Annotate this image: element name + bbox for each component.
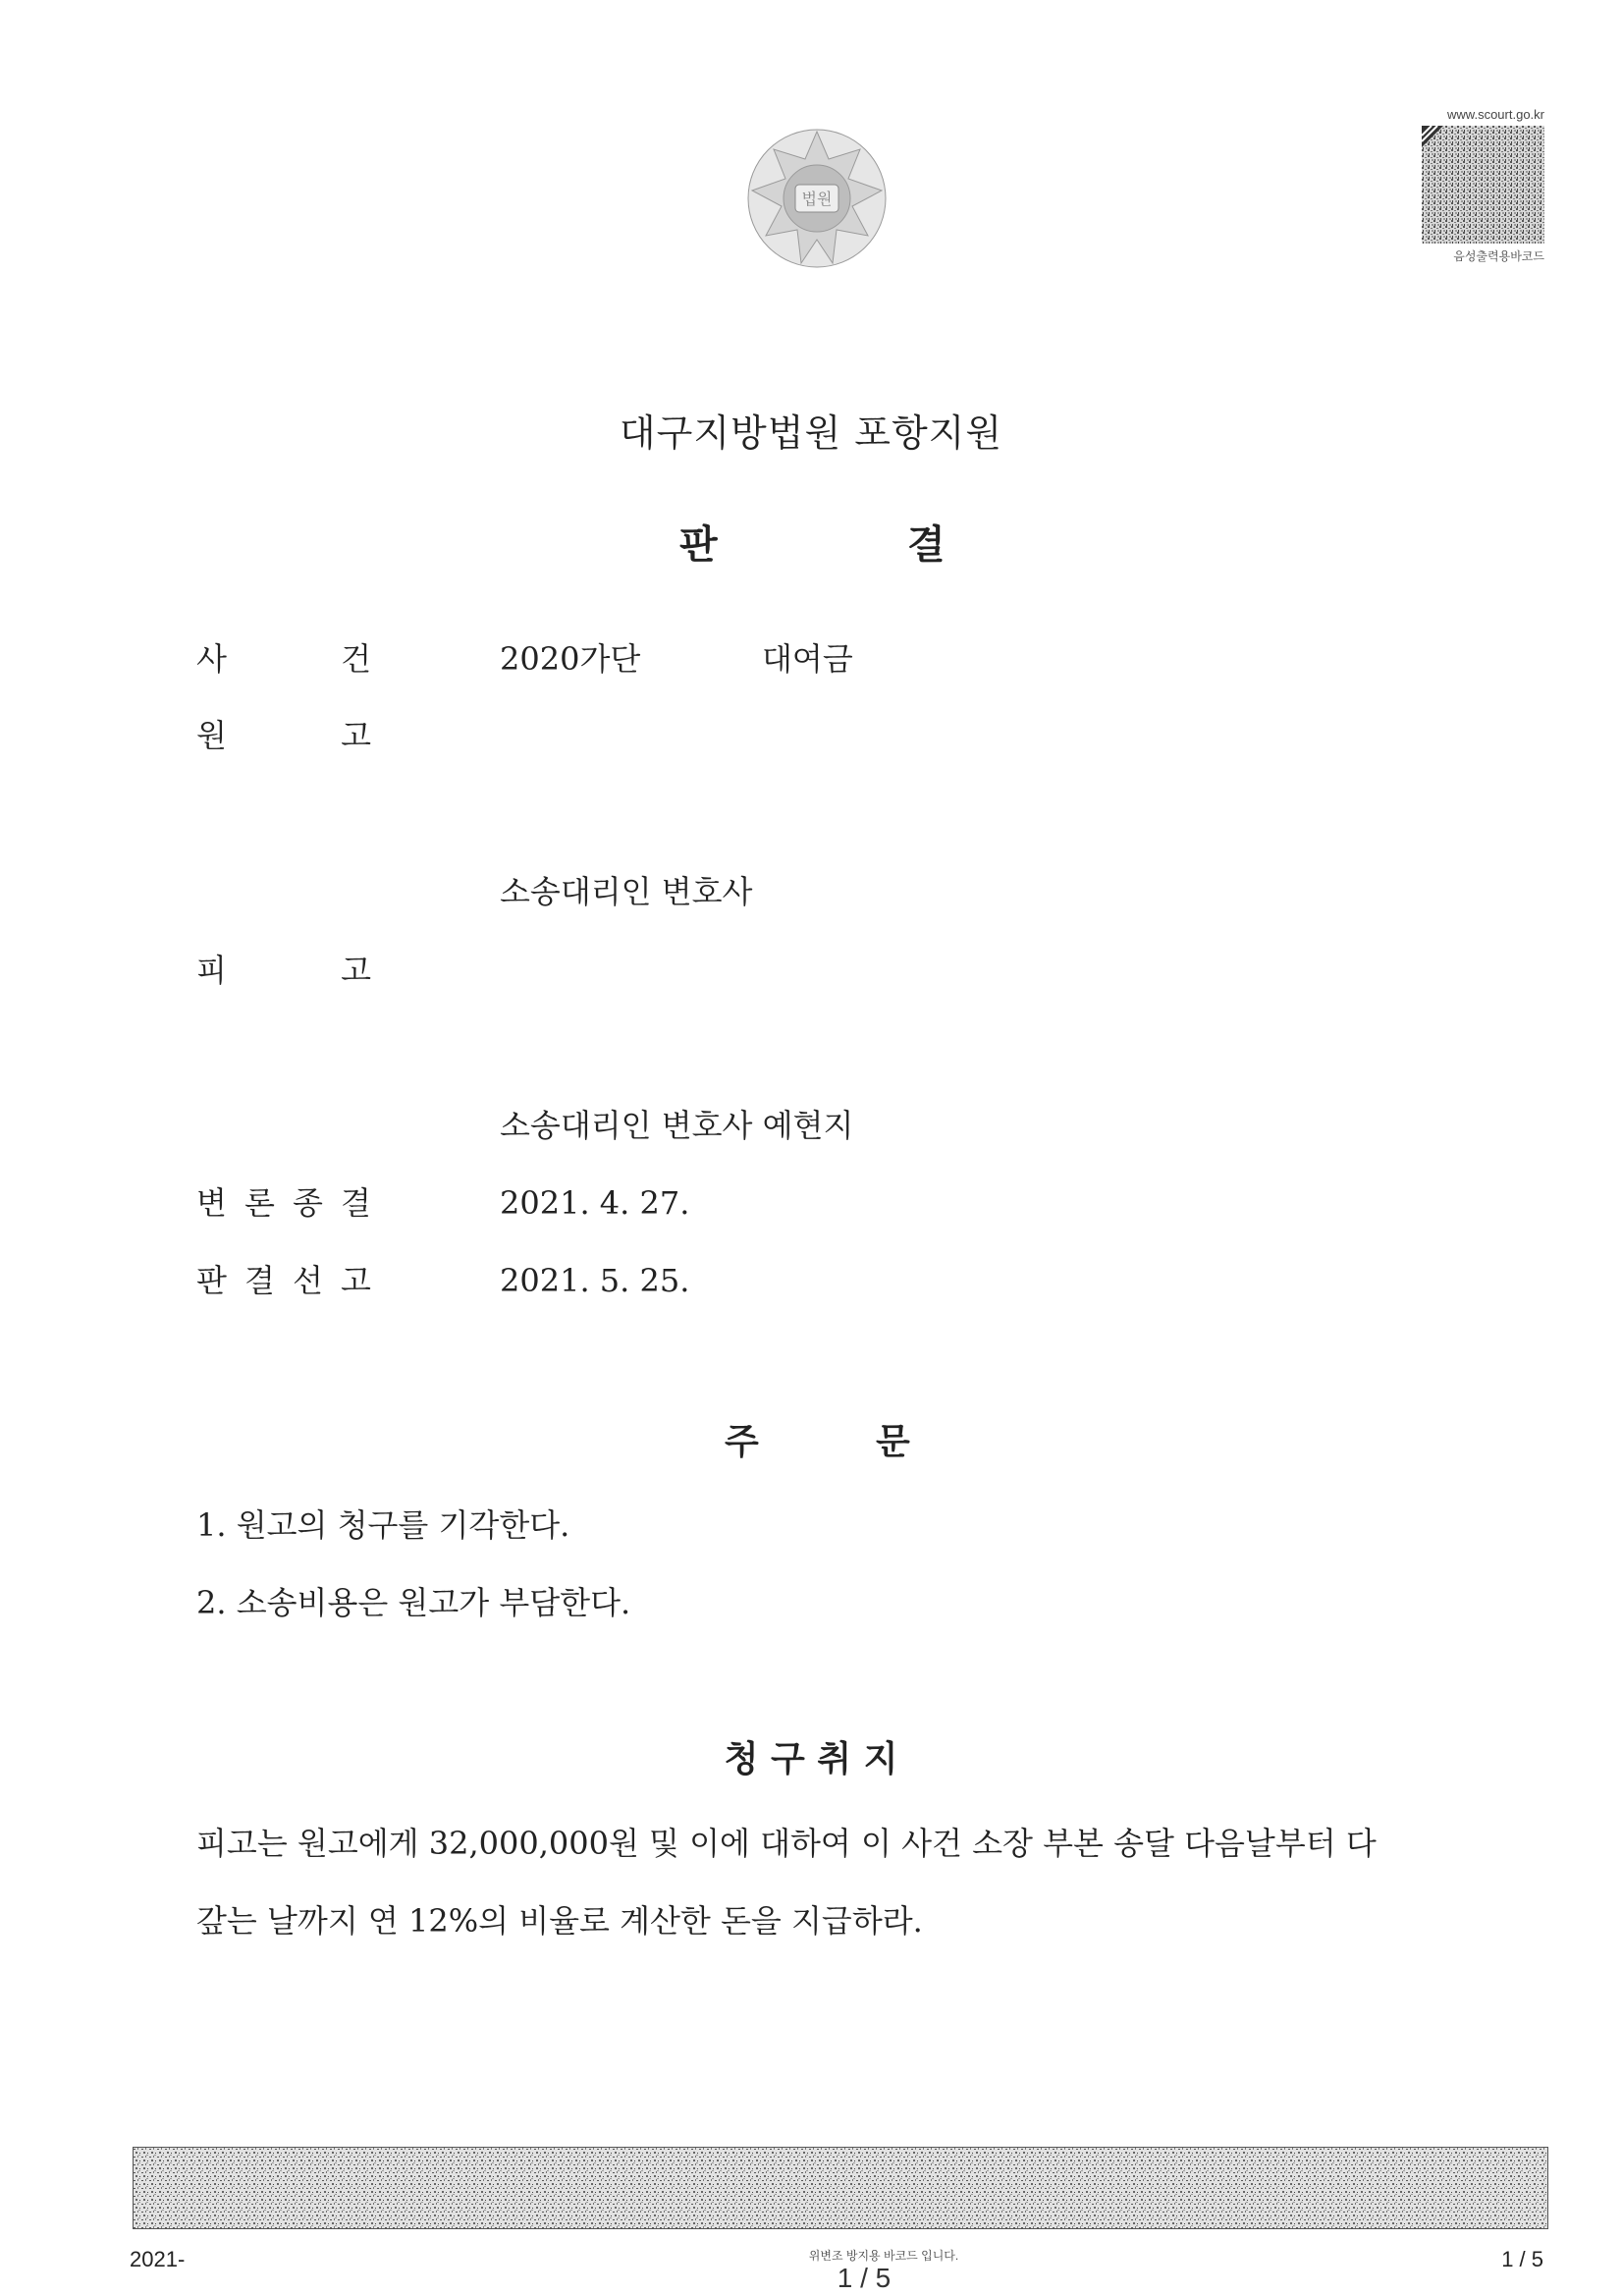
ruling-row [0,1261,982,1300]
defendant-attorney: 소송대리인 변호사 예현지 [500,1107,854,1144]
claim-title: 청 구 취 지 [724,1738,898,1779]
plaintiff-row [0,716,982,755]
document-type-char: 판 [679,521,718,568]
plaintiff-label: 원 고 [196,717,371,754]
closing-label: 변 론 종 결 [196,1184,371,1222]
page-number-overlay: 1 / 5 [837,2263,892,2293]
closing-date: 2021. 4. 27. [500,1184,690,1222]
claim-line: 피고는 원고에게 32,000,000원 및 이에 대하여 이 사건 소장 부본 송달 다음날부터 다 [196,1825,1377,1862]
barcode-caption: 위변조 방지용 바코드 입니다. [808,2249,959,2263]
qr-code-icon [1422,126,1544,244]
defendant-label: 피 고 [196,952,371,989]
case-row [0,639,982,679]
order-title-char: 주 [725,1421,759,1462]
order-title-char: 문 [876,1421,910,1462]
defendant-row [0,951,982,990]
page-number: 1 / 5 [1501,2247,1543,2271]
plaintiff-attorney-row [0,872,982,911]
document-number: 2021- [130,2247,186,2271]
case-number: 2020가단 [500,640,641,678]
order-item: 1. 원고의 청구를 기각한다. [196,1506,570,1544]
ruling-label: 판 결 선 고 [196,1262,371,1299]
defendant-attorney-row [0,1106,982,1145]
ruling-date: 2021. 5. 25. [500,1262,690,1299]
case-subject: 대여금 [762,640,853,678]
document-type-char: 결 [907,521,946,568]
court-emblem-icon [738,120,895,277]
court-name: 대구지방법원 포항지원 [619,411,1003,455]
anti-forgery-barcode [133,2147,1548,2229]
order-item: 2. 소송비용은 원고가 부담한다. [196,1584,631,1621]
qr-caption: 음성출력용바코드 [1453,249,1544,263]
qr-url: www.scourt.go.kr [1447,107,1544,122]
closing-row [0,1183,982,1223]
case-label: 사 건 [196,640,371,678]
claim-line: 갚는 날까지 연 12%의 비율로 계산한 돈을 지급하라. [196,1902,923,1940]
emblem-text: 법원 [801,190,833,208]
plaintiff-attorney: 소송대리인 변호사 [500,873,753,910]
